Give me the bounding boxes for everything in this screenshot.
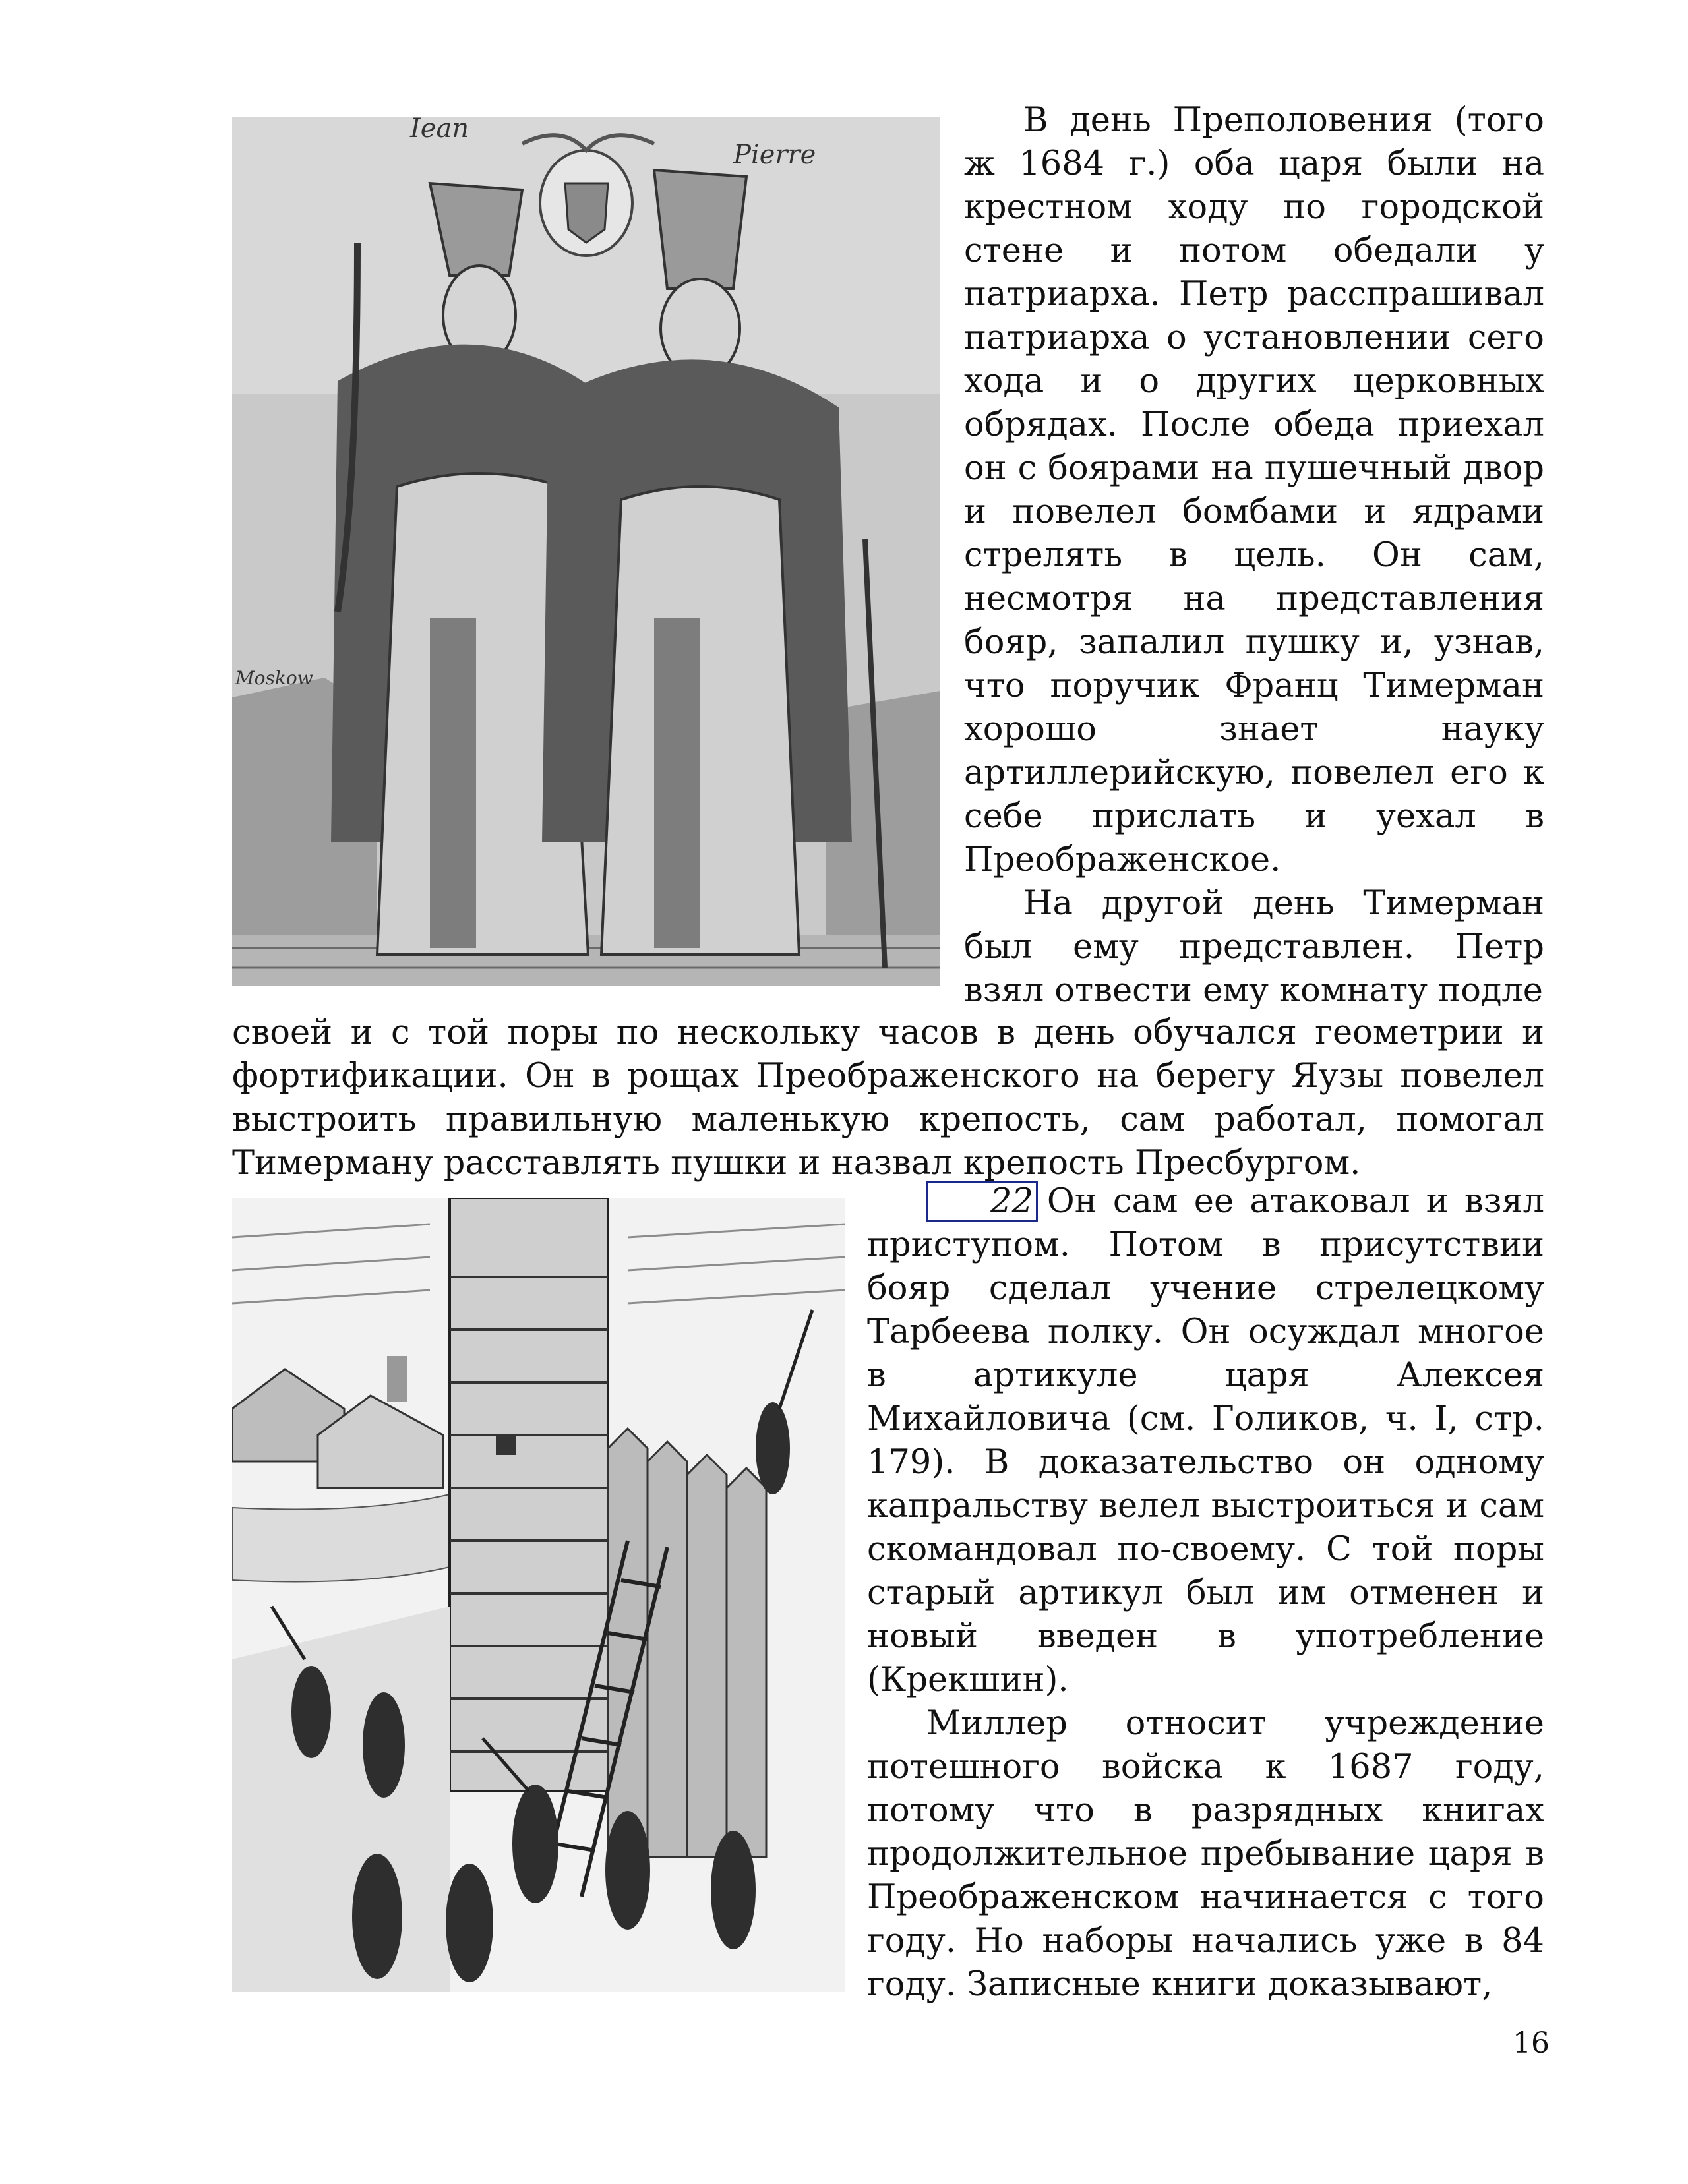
paragraph-intro-2: На другой день Тимерман был ему представлен. Петр взял отвести ему комнату подле <box>964 884 1544 1010</box>
label-moskow: Moskow <box>235 667 313 689</box>
paragraph-right-1 <box>867 1180 1544 1702</box>
page-number: 16 <box>1513 2026 1550 2060</box>
paragraph-wide: своей и с той поры по нескольку часов в день обучался геометрии и фортификации. Он в рощах Преображенского на берегу Яузы повелел выстроить правильную маленькую крепость, сам работал, помогал Тимерману расставлять пушки и назвал крепость Пресбургом. <box>232 1013 1544 1183</box>
label-iean: Iean <box>410 117 469 144</box>
engraving-two-tsars-art <box>232 117 940 986</box>
engraving-two-tsars <box>232 117 940 986</box>
intro-text-column <box>964 99 1544 1013</box>
paragraph-intro-1: В день Преполовения (того ж 1684 г.) оба царя были на крестном ходу по городской стене и потом обедали у патриарха. Петр расспрашивал патриарха о установлении сего хода и о других церковных обрядах. После обеда приехал он с боярами на пушечный двор и повелел бомбами и ядрами стрелять в цель. Он сам, несмотря на представления бояр, запалил пушку и, узнав, что поручик Франц Тимерман хорошо знает науку артиллерийскую, повелел его к себе прислать и уехал в Преображенское. <box>964 101 1544 879</box>
right-text-column <box>867 1180 1544 2007</box>
label-pierre: Pierre <box>733 140 816 170</box>
engraving-fort-assault-art <box>232 1198 845 1992</box>
wide-text-block <box>232 1011 1544 1185</box>
page-link-22[interactable]: 22 <box>926 1181 1038 1222</box>
paragraph-right-1-text: Он сам ее атаковал и взял приступом. Потом в присутствии бояр сделал учение стрелецкому Тарбеева полку. Он осуждал многое в артикуле царя Алексея Михайловича (см. Голиков, ч. I, стр. 179). В доказательство он одному капральству велел выстроиться и сам скомандовал по-своему. С той поры старый артикул был им отменен и новый введен в употребление (Крекшин). <box>867 1182 1544 1699</box>
engraving-fort-assault <box>232 1198 845 1992</box>
paragraph-right-2: Миллер относит учреждение потешного войска к 1687 году, потому что в разрядных книгах продолжительное пребывание царя в Преображенском начинается с того году. Но наборы начались уже в 84 году. Записные книги доказывают, <box>867 1704 1544 2004</box>
